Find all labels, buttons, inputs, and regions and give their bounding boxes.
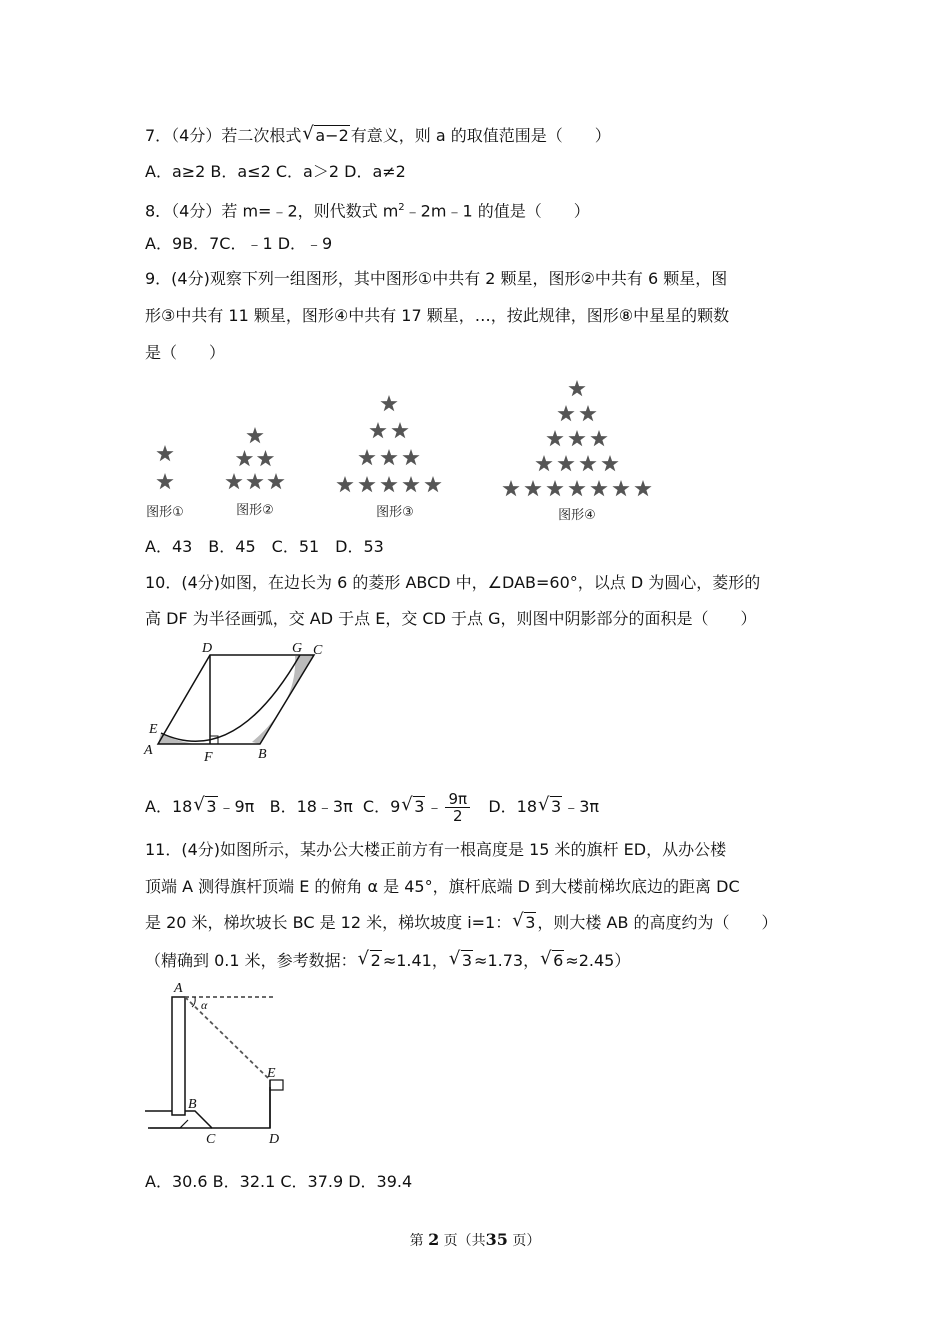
- star-icon: [246, 473, 263, 489]
- star-icon: [156, 473, 173, 489]
- label-alpha: α: [201, 998, 208, 1012]
- star-icon: [590, 480, 607, 496]
- star-icon: [568, 380, 585, 396]
- star-icon: [336, 476, 353, 492]
- sqrt-symbol: √ 2: [358, 951, 382, 971]
- star-icon: [546, 480, 563, 496]
- star-icon: [579, 405, 596, 421]
- star-icon: [502, 480, 519, 496]
- star-icon: [568, 430, 585, 446]
- q9-star-figures: [135, 375, 675, 530]
- q8-stem: 8．（4分）若 m=﹣2，则代数式 $m^2﹣2m﹣1$ 的值是（ ）: [145, 201, 590, 221]
- star-icon: [601, 455, 618, 471]
- figure-label-2: 图形②: [236, 503, 274, 518]
- star-icon: [257, 450, 274, 466]
- star-icon: [579, 455, 596, 471]
- q11-line4: （精确到 0.1 米，参考数据：√ 2 ≈1.41，√ 3 ≈1.73，√ 6 ≈2.45）: [145, 951, 630, 971]
- label-G: G: [292, 641, 303, 656]
- star-icon: [358, 449, 375, 465]
- label-B: B: [258, 747, 267, 762]
- star-icon: [634, 480, 651, 496]
- fraction: $\frac{9\pi}{2}$: [445, 791, 470, 824]
- star-icon: [524, 480, 541, 496]
- sqrt-symbol: √ 6: [540, 951, 564, 971]
- sqrt-symbol: √ 3: [193, 797, 217, 817]
- star-icon: [225, 473, 242, 489]
- sqrt-symbol: √ 3: [538, 797, 562, 817]
- label-E: E: [267, 1066, 276, 1081]
- star-icon: [535, 455, 552, 471]
- star-icon: [424, 476, 441, 492]
- label-D: D: [202, 641, 213, 656]
- page-footer: 第 2 页（共35 页）: [409, 1230, 541, 1249]
- sqrt-symbol: √ 3: [449, 951, 473, 971]
- q10-options: A．18√ 3 ﹣9π B．18﹣3π C．9√ 3 ﹣ $\frac{9\pi}{2}$ D．18√ 3 ﹣3π: [145, 791, 599, 824]
- star-icon: [380, 476, 397, 492]
- star-icon: [612, 480, 629, 496]
- label-E: E: [149, 722, 158, 737]
- q7-options: A．a≥2 B．a≤2 C．a＞2 D．a≠2: [145, 162, 406, 181]
- star-icon: [568, 480, 585, 496]
- star-icon: [402, 449, 419, 465]
- q11-line2: 顶端 A 测得旗杆顶端 E 的俯角 α 是 45°，旗杆底端 D 到大楼前梯坎底边的距离 DC: [145, 877, 740, 896]
- q11-line3: 是 20 米，梯坎坡长 BC 是 12 米，梯坎坡度 i=1：√ 3 ，则大楼 AB 的高度约为（ ）: [145, 913, 778, 933]
- q9-line1: 9．(4分)观察下列一组图形，其中图形①中共有 2 颗星，图形②中共有 6 颗星，图: [145, 269, 728, 288]
- star-icon: [557, 455, 574, 471]
- q10-line2: 高 DF 为半径画弧，交 AD 于点 E，交 CD 于点 G，则图中阴影部分的面积是（ ）: [145, 609, 757, 628]
- q10-line1: 10．(4分)如图，在边长为 6 的菱形 ABCD 中，∠DAB=60°，以点 D 为圆心，菱形的: [145, 573, 761, 592]
- sqrt-symbol: √ 3: [401, 797, 425, 817]
- label-A: A: [144, 743, 153, 758]
- star-icon: [369, 422, 386, 438]
- q8-options: A．9B．7C．﹣1 D．﹣9: [145, 234, 333, 253]
- q9-options: A．43 B．45 C．51 D．53: [145, 537, 384, 556]
- sqrt-symbol: √ a−2: [302, 126, 349, 146]
- star-icon: [267, 473, 284, 489]
- star-icon: [402, 476, 419, 492]
- sqrt-symbol: √ 3: [512, 913, 536, 933]
- label-D: D: [269, 1132, 280, 1147]
- star-icon: [557, 405, 574, 421]
- label-C: C: [313, 643, 323, 658]
- label-F: F: [204, 750, 213, 765]
- label-A: A: [174, 981, 183, 996]
- star-icon: [380, 395, 397, 411]
- figure-label-3: 图形③: [376, 505, 414, 520]
- q11-line1: 11．(4分)如图所示，某办公大楼正前方有一根高度是 15 米的旗杆 ED，从办公楼: [145, 840, 727, 859]
- star-icon: [358, 476, 375, 492]
- star-icon: [380, 449, 397, 465]
- star-icon: [236, 450, 253, 466]
- label-C: C: [206, 1132, 216, 1147]
- q9-line2: 形③中共有 11 颗星，图形④中共有 17 颗星，…，按此规律，图形⑧中星星的颗数: [145, 306, 730, 325]
- star-icon: [546, 430, 563, 446]
- q11-options: A．30.6 B．32.1 C．37.9 D．39.4: [145, 1172, 413, 1191]
- star-icon: [590, 430, 607, 446]
- star-icon: [246, 427, 263, 443]
- q11-building-figure: [140, 980, 300, 1150]
- figure-label-4: 图形④: [558, 508, 596, 523]
- star-icon: [391, 422, 408, 438]
- q9-line3: 是（ ）: [145, 343, 226, 362]
- q10-rhombus-figure: [140, 638, 340, 766]
- q7-stem: 7．（4分）若二次根式√ a−2 有意义，则 a 的取值范围是（ ）: [145, 126, 611, 146]
- figure-label-1: 图形①: [146, 505, 184, 520]
- star-icon: [156, 445, 173, 461]
- label-B: B: [188, 1097, 197, 1112]
